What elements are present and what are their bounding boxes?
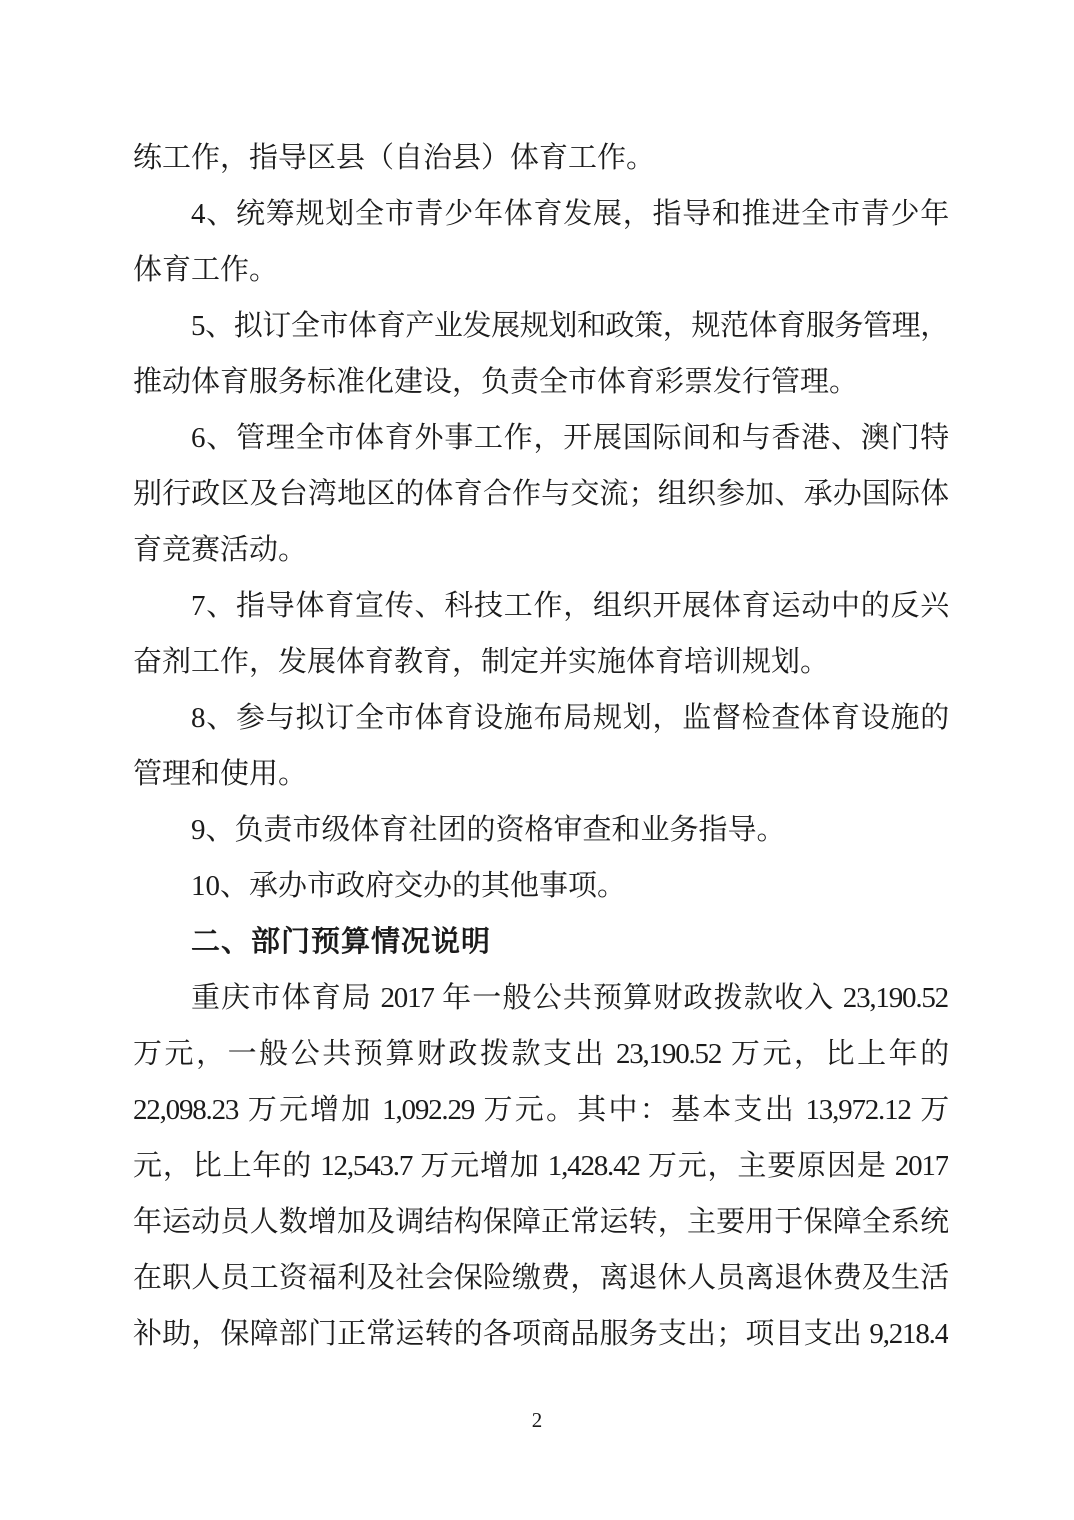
text-line: 重庆市体育局 2017 年一般公共预算财政拨款收入 23,190.52 [191, 982, 948, 1014]
text-line: 9、负责市级体育社团的资格审查和业务指导。 [191, 814, 786, 846]
text-line: 补助，保障部门正常运转的各项商品服务支出；项目支出 9,218.4 [133, 1318, 948, 1350]
page-number: 2 [531, 1408, 543, 1432]
text-line: 4、统筹规划全市青少年体育发展，指导和推进全市青少年 [191, 198, 948, 230]
section-heading: 二、部门预算情况说明 [191, 926, 492, 958]
text-line: 体育工作。 [133, 254, 279, 286]
document-body [133, 130, 948, 1362]
text-line: 推动体育服务标准化建设，负责全市体育彩票发行管理。 [133, 366, 859, 398]
text-line: 8、参与拟订全市体育设施布局规划，监督检查体育设施的 [191, 702, 948, 734]
text-line: 别行政区及台湾地区的体育合作与交流；组织参加、承办国际体 [133, 478, 948, 510]
text-line: 育竞赛活动。 [133, 534, 308, 566]
text-line: 6、管理全市体育外事工作，开展国际间和与香港、澳门特 [191, 422, 948, 454]
text-line: 万元，一般公共预算财政拨款支出 23,190.52 万元，比上年的 [133, 1038, 948, 1070]
text-line: 元，比上年的 12,543.7 万元增加 1,428.42 万元，主要原因是 2017 [133, 1150, 948, 1182]
text-line: 练工作，指导区县（自治县）体育工作。 [133, 142, 656, 174]
text-line: 5、拟订全市体育产业发展规划和政策，规范体育服务管理， [191, 310, 948, 342]
text-line: 年运动员人数增加及调结构保障正常运转，主要用于保障全系统 [133, 1206, 948, 1238]
text-line: 奋剂工作，发展体育教育，制定并实施体育培训规划。 [133, 646, 830, 678]
text-line: 在职人员工资福利及社会保险缴费，离退休人员离退休费及生活 [133, 1262, 948, 1294]
text-line: 管理和使用。 [133, 758, 308, 790]
text-line: 22,098.23 万元增加 1,092.29 万元。其中：基本支出 13,972.12 万 [133, 1094, 948, 1126]
text-line: 7、指导体育宣传、科技工作，组织开展体育运动中的反兴 [191, 590, 948, 622]
text-line: 10、承办市政府交办的其他事项。 [191, 870, 627, 902]
